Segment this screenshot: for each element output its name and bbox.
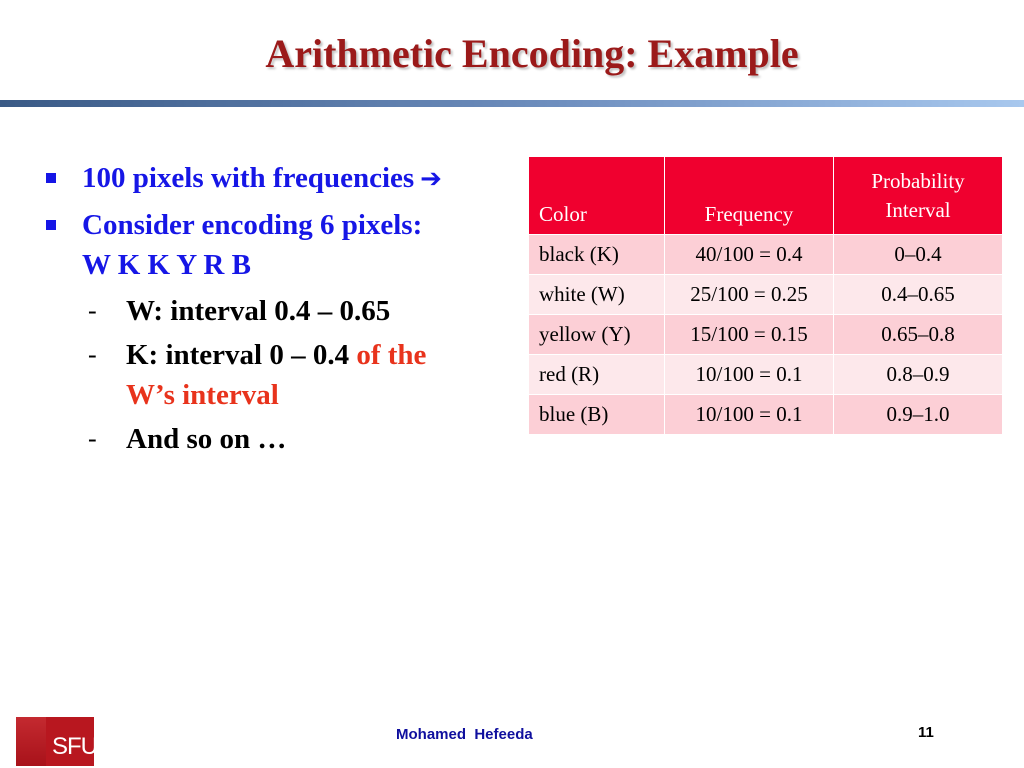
bullet-square-icon xyxy=(46,173,56,183)
sub-bullet-text: And so on … xyxy=(126,423,287,455)
header-color: Color xyxy=(529,157,665,235)
dash-marker: - xyxy=(88,296,97,325)
header-frequency: Frequency xyxy=(665,157,834,235)
header-prob-line1: Probability xyxy=(871,168,965,193)
logo-emblem-icon xyxy=(16,717,46,766)
table-header-row xyxy=(529,157,1003,235)
table-row xyxy=(529,355,1003,395)
cell-color: blue (B) xyxy=(529,395,665,435)
dash-marker: - xyxy=(88,424,97,453)
cell-color: white (W) xyxy=(529,275,665,315)
sub-bullet-text: W: interval 0.4 – 0.65 xyxy=(126,295,391,327)
title-divider xyxy=(0,100,1024,107)
table-row xyxy=(529,235,1003,275)
cell-interval: 0.9–1.0 xyxy=(834,395,1003,435)
slide-title: Arithmetic Encoding: Example xyxy=(265,31,799,76)
right-arrow-icon: ➔ xyxy=(420,164,442,194)
bullet-text: Consider encoding 6 pixels: xyxy=(82,209,423,241)
header-probability-interval xyxy=(834,157,1003,235)
logo-text: SFU xyxy=(52,733,97,760)
table-row xyxy=(529,315,1003,355)
dash-marker: - xyxy=(88,340,97,369)
probability-table xyxy=(528,156,1003,435)
cell-frequency: 15/100 = 0.15 xyxy=(665,315,834,355)
cell-color: red (R) xyxy=(529,355,665,395)
table-row xyxy=(529,395,1003,435)
bullet-text: 100 pixels with frequencies xyxy=(82,162,415,194)
footer-author: Mohamed Hefeeda xyxy=(396,726,533,743)
cell-interval: 0–0.4 xyxy=(834,235,1003,275)
bullet-item-frequencies xyxy=(40,158,530,199)
bullet-list xyxy=(40,158,530,459)
bullet-text-sequence: W K K Y R B xyxy=(82,249,251,281)
sub-bullet-highlight: of the xyxy=(356,339,427,371)
sub-bullet-text: K: interval 0 – 0.4 xyxy=(126,339,357,371)
cell-interval: 0.4–0.65 xyxy=(834,275,1003,315)
bullet-square-icon xyxy=(46,220,56,230)
cell-color: yellow (Y) xyxy=(529,315,665,355)
cell-frequency: 10/100 = 0.1 xyxy=(665,355,834,395)
cell-color: black (K) xyxy=(529,235,665,275)
sub-bullet-and-so-on xyxy=(40,419,530,459)
header-prob-line2: Interval xyxy=(885,197,951,222)
sub-bullet-highlight-line2: W’s interval xyxy=(126,379,279,411)
page-number: 11 xyxy=(918,724,934,741)
table-row xyxy=(529,275,1003,315)
cell-interval: 0.8–0.9 xyxy=(834,355,1003,395)
cell-frequency: 40/100 = 0.4 xyxy=(665,235,834,275)
cell-interval: 0.65–0.8 xyxy=(834,315,1003,355)
bullet-item-encoding xyxy=(40,205,530,285)
cell-frequency: 25/100 = 0.25 xyxy=(665,275,834,315)
sub-bullet-k xyxy=(40,335,530,415)
sfu-logo xyxy=(16,717,97,766)
cell-frequency: 10/100 = 0.1 xyxy=(665,395,834,435)
sub-bullet-w xyxy=(40,291,530,331)
